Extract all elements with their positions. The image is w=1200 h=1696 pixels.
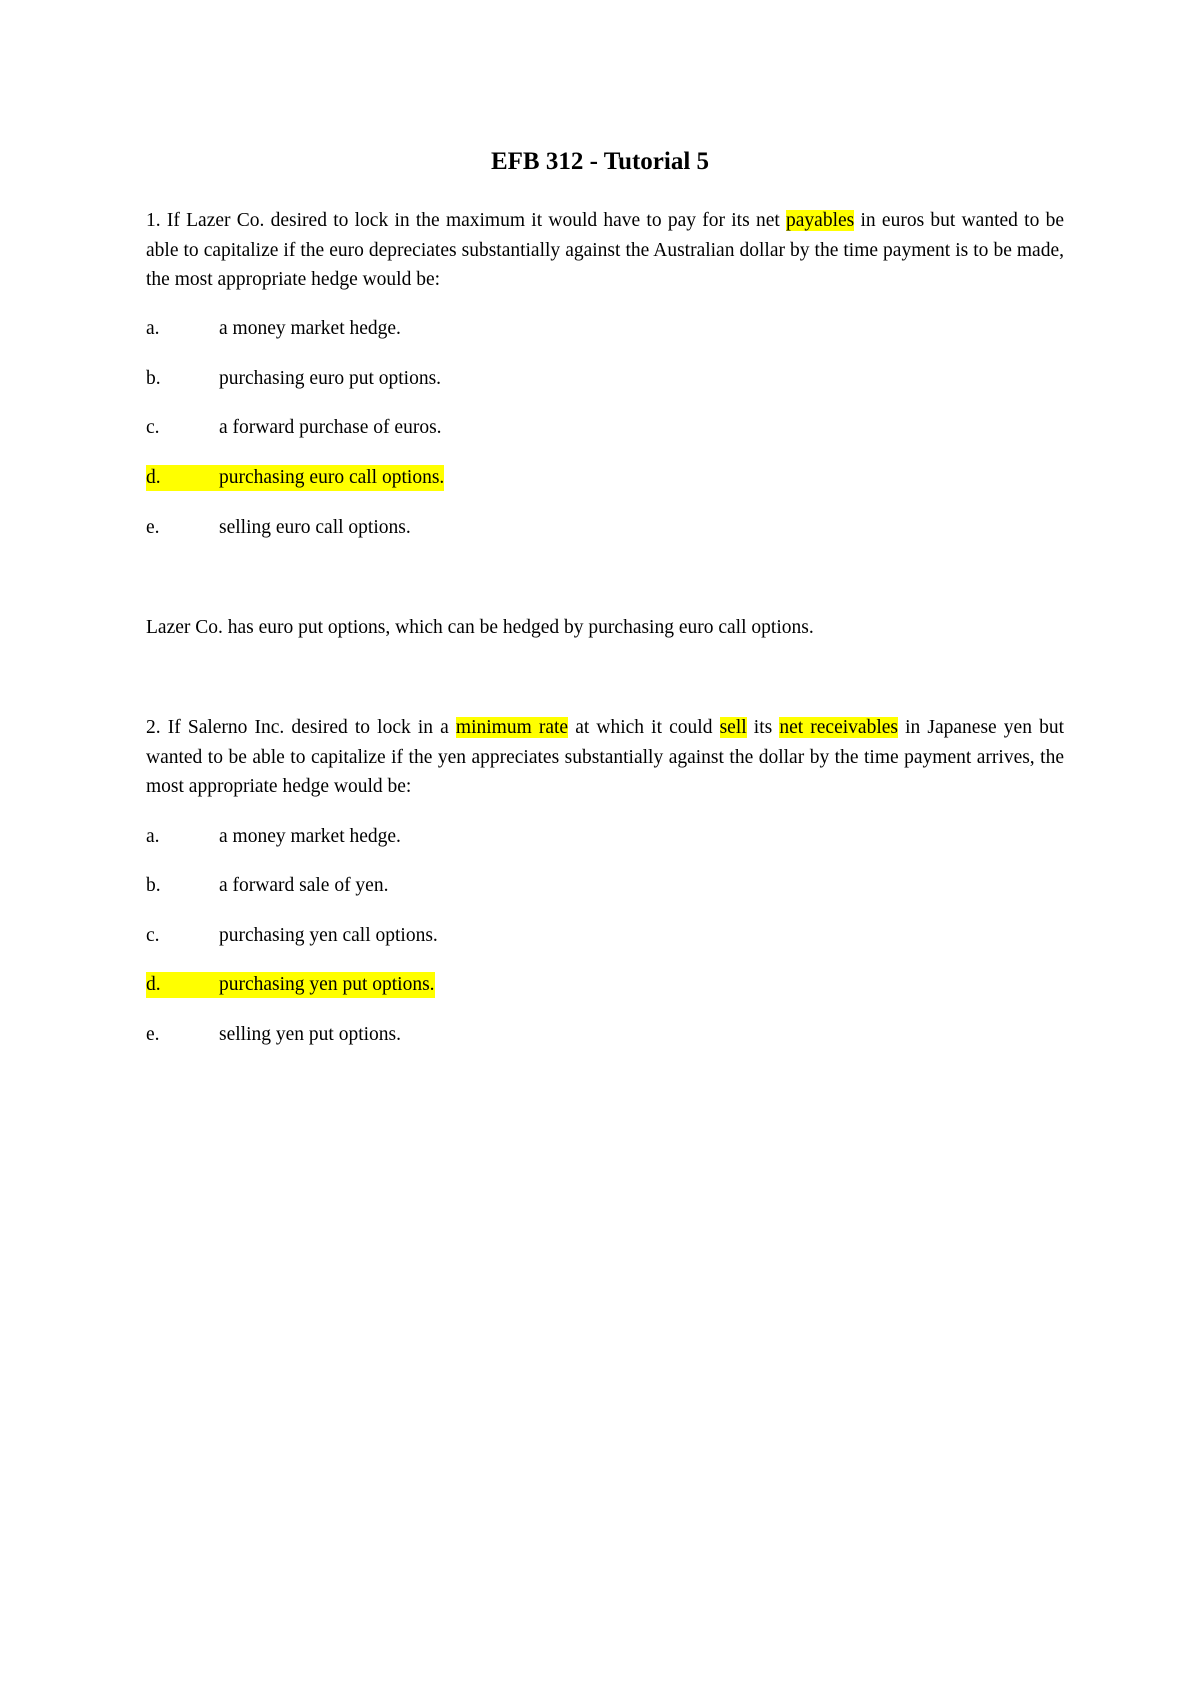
option-text: a money market hedge. — [219, 826, 401, 847]
option-text: a forward sale of yen. — [219, 875, 389, 896]
q1-option-d-correct — [146, 465, 444, 491]
option-text: purchasing euro call options. — [219, 465, 444, 491]
highlight-net-receivables: net receivables — [779, 717, 898, 738]
question-1-explanation: Lazer Co. has euro put options, which can be hedged by purchasing euro call options. — [146, 617, 814, 638]
option-text: selling yen put options. — [219, 1024, 401, 1045]
option-letter: d. — [146, 972, 219, 998]
option-letter: a. — [146, 826, 160, 847]
option-letter: b. — [146, 875, 161, 896]
q1-option-c — [146, 415, 442, 441]
question-1-text — [146, 206, 1064, 295]
q2-option-d-correct — [146, 972, 435, 998]
q1-option-e — [146, 515, 411, 541]
option-text: purchasing yen call options. — [219, 925, 438, 946]
option-text: selling euro call options. — [219, 517, 411, 538]
option-letter: c. — [146, 925, 160, 946]
option-letter: e. — [146, 1024, 160, 1045]
option-letter: e. — [146, 517, 160, 538]
q1-option-b — [146, 366, 441, 392]
q2-option-c — [146, 923, 438, 949]
option-text: a forward purchase of euros. — [219, 417, 442, 438]
q1-option-a — [146, 316, 401, 342]
highlight-sell: sell — [719, 717, 747, 738]
highlight-minimum-rate: minimum rate — [455, 717, 569, 738]
question-2-text — [146, 713, 1064, 802]
question-2-text-part3: its — [746, 717, 780, 738]
option-letter: d. — [146, 465, 219, 491]
option-letter: b. — [146, 368, 161, 389]
question-2-text-part2: at which it could — [568, 717, 720, 738]
q2-option-e — [146, 1022, 401, 1048]
question-2-text-part1: 2. If Salerno Inc. desired to lock in a — [146, 717, 456, 738]
question-1-text-after: in euros but wanted to be able to capitalize if the euro depreciates substantially against the Australian dollar by the time payment is to be made, the most appropriate hedge would be: — [146, 210, 1064, 290]
option-letter: c. — [146, 417, 160, 438]
option-text: purchasing euro put options. — [219, 368, 442, 389]
option-text: purchasing yen put options. — [219, 972, 435, 998]
q2-option-b — [146, 873, 388, 899]
option-letter: a. — [146, 318, 160, 339]
question-1-text-before: 1. If Lazer Co. desired to lock in the maximum it would have to pay for its net — [146, 210, 787, 231]
question-2-text-part4: in Japanese yen but wanted to be able to capitalize if the yen appreciates substantially against the dollar by the time payment arrives, the most appropriate hedge would be: — [146, 717, 1064, 797]
highlight-payables: payables — [786, 210, 855, 231]
page-title: EFB 312 - Tutorial 5 — [490, 148, 710, 175]
q2-option-a — [146, 824, 401, 850]
option-text: a money market hedge. — [219, 318, 401, 339]
